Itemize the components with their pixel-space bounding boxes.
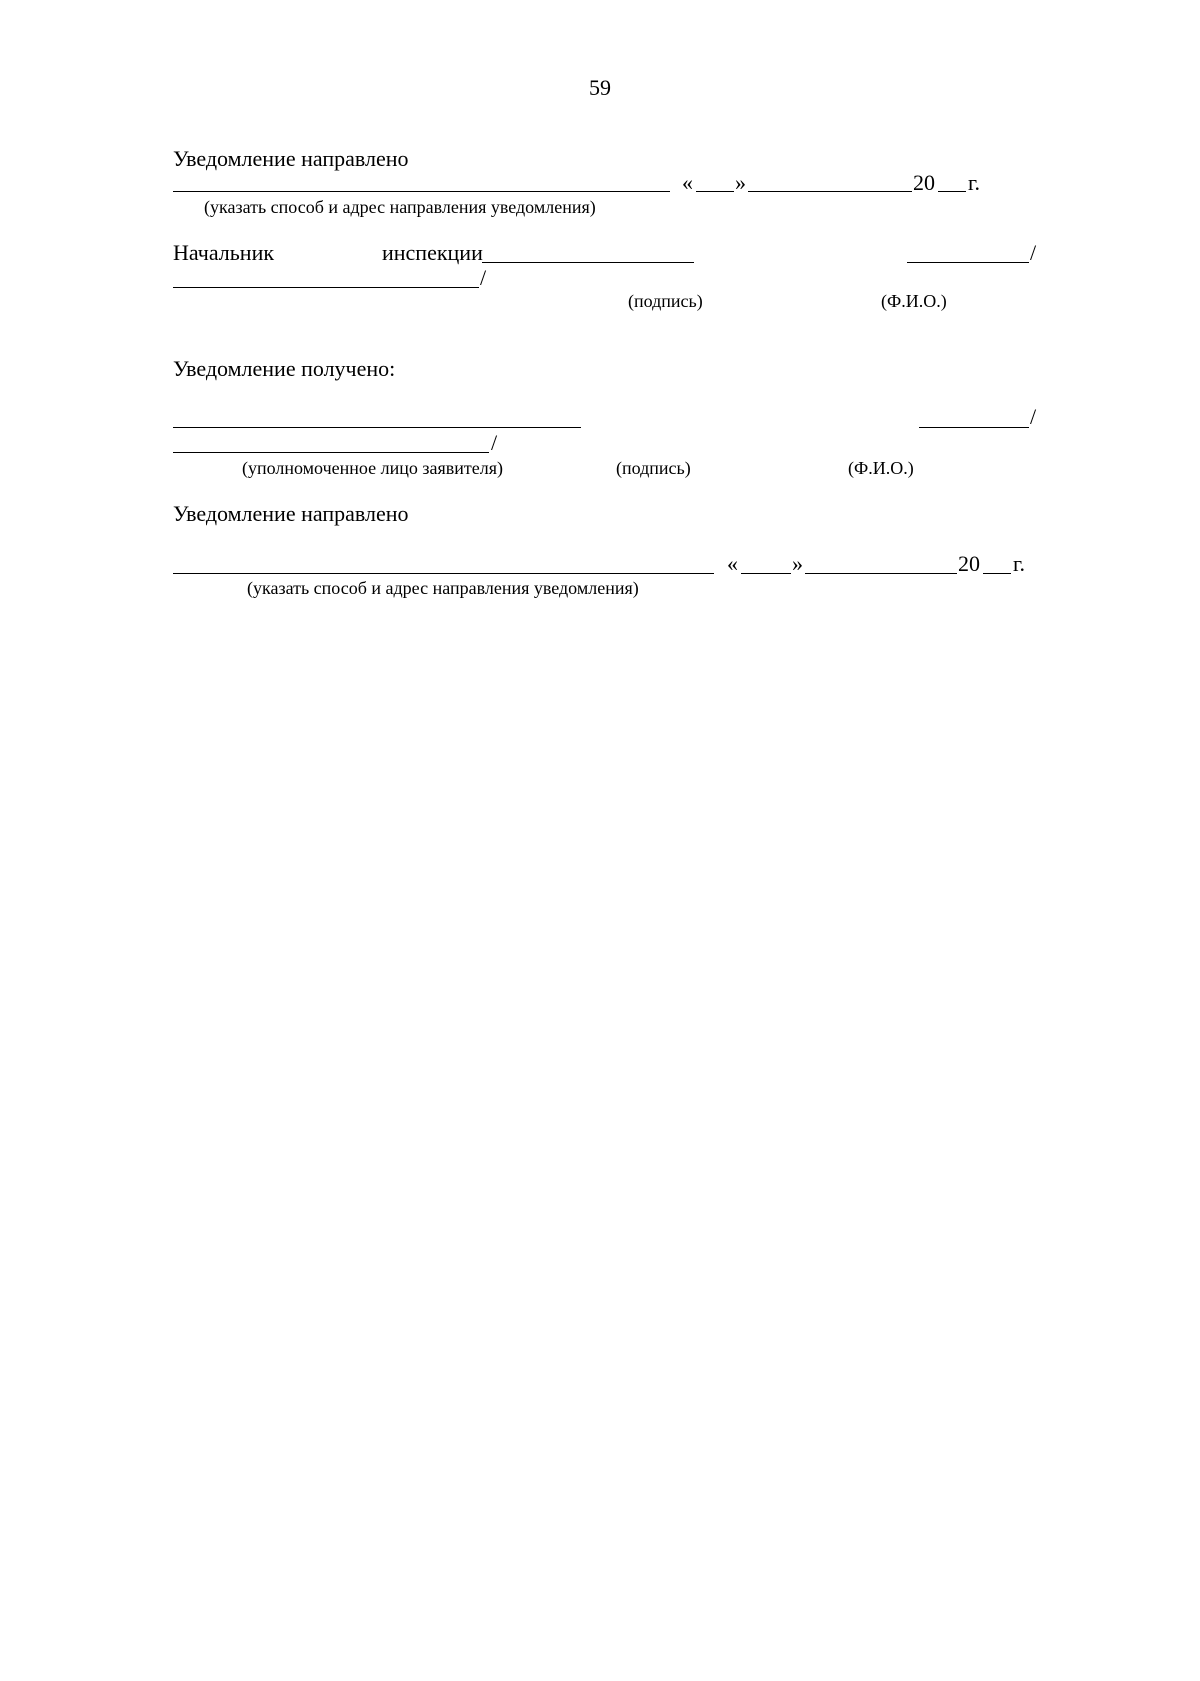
block2-year-suffix: г. xyxy=(1013,551,1026,576)
received-fio-line xyxy=(173,452,489,453)
block2-year-line xyxy=(983,573,1011,574)
chief-label: Начальник xyxy=(173,240,275,265)
block1-year-line xyxy=(938,191,966,192)
block1-year-prefix: 20 xyxy=(913,170,935,195)
block1-close-quote: » xyxy=(735,170,746,195)
block1-year-suffix: г. xyxy=(968,170,981,195)
chief-signature-line xyxy=(907,262,1029,263)
chief-signature-caption: (подпись) xyxy=(628,291,703,311)
received-fio-caption: (Ф.И.О.) xyxy=(848,458,914,478)
received-title: Уведомление получено: xyxy=(173,356,396,381)
block2-open-quote: « xyxy=(727,551,738,576)
block2-caption: (указать способ и адрес направления уведомления) xyxy=(247,578,639,598)
block2-title: Уведомление направлено xyxy=(173,501,409,526)
page-number: 59 xyxy=(589,75,611,100)
block1-day-line xyxy=(696,191,734,192)
chief-inspection-label: инспекции xyxy=(382,240,483,265)
block2-year-prefix: 20 xyxy=(958,551,980,576)
chief-fio-line xyxy=(173,287,479,288)
block2-day-line xyxy=(741,573,791,574)
received-slash-2: / xyxy=(491,430,498,455)
chief-slash-2: / xyxy=(480,265,487,290)
received-slash-1: / xyxy=(1030,404,1037,429)
block2-month-line xyxy=(805,573,957,574)
received-representative-line xyxy=(173,427,581,428)
received-signature-line xyxy=(919,427,1029,428)
chief-inspection-line xyxy=(482,262,694,263)
block1-open-quote: « xyxy=(682,170,693,195)
block2-close-quote: » xyxy=(792,551,803,576)
block1-title: Уведомление направлено xyxy=(173,146,409,171)
block2-method-line xyxy=(173,573,714,574)
chief-fio-caption: (Ф.И.О.) xyxy=(881,291,947,311)
chief-slash-1: / xyxy=(1030,240,1037,265)
block1-month-line xyxy=(748,191,912,192)
block1-caption: (указать способ и адрес направления уведомления) xyxy=(204,197,596,217)
received-representative-caption: (уполномоченное лицо заявителя) xyxy=(242,458,503,478)
received-signature-caption: (подпись) xyxy=(616,458,691,478)
block1-method-line xyxy=(173,191,670,192)
